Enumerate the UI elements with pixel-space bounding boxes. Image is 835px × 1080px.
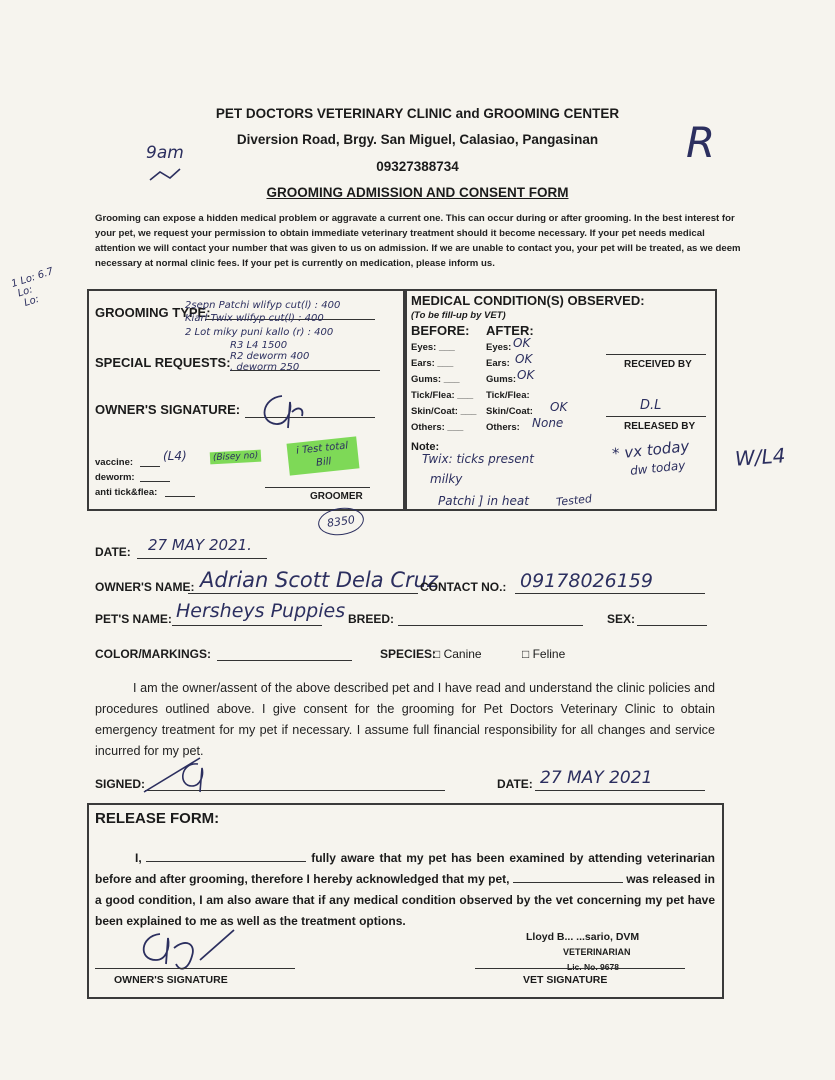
before-eyes: Eyes: ___ bbox=[411, 342, 455, 353]
before-tickflea: Tick/Flea: ___ bbox=[411, 390, 474, 401]
signed-date-value: 27 MAY 2021 bbox=[540, 768, 653, 788]
after-gums-value: OK bbox=[517, 368, 535, 382]
clinic-name: PET DOCTORS VETERINARY CLINIC and GROOMING CENTER bbox=[215, 106, 620, 121]
before-others: Others: ___ bbox=[411, 422, 464, 433]
after-skincoat-value: OK bbox=[550, 400, 568, 414]
vet-title: VETERINARIAN bbox=[563, 947, 631, 957]
vaccine-entry: (L4) bbox=[163, 449, 187, 463]
before-skincoat: Skin/Coat: ___ bbox=[411, 406, 477, 417]
vx-note: * vx today bbox=[611, 437, 691, 463]
medical-title: MEDICAL CONDITION(S) OBSERVED: bbox=[411, 293, 645, 308]
special-requests-label: SPECIAL REQUESTS: bbox=[95, 355, 231, 370]
vet-name: Lloyd B... ...sario, DVM bbox=[526, 931, 640, 943]
groom-line: R2 deworm 400 bbox=[230, 351, 310, 362]
clinic-phone: 09327388734 bbox=[376, 159, 459, 174]
groom-line: R3 L4 1500 bbox=[230, 340, 288, 351]
groomer-label: GROOMER bbox=[310, 491, 363, 502]
total-highlight: i Test total Bill bbox=[287, 436, 360, 475]
release-body-part: was released in a good condition, I am also aware that if any medical condition observed by the vet concerning my pet have been explained to me as well as the treatment options. bbox=[95, 872, 715, 928]
contact-line bbox=[515, 593, 705, 594]
medical-subtitle: (To be fill-up by VET) bbox=[411, 310, 506, 321]
form-title: GROOMING ADMISSION AND CONSENT FORM bbox=[266, 185, 569, 200]
owner-name-label: OWNER'S NAME: bbox=[95, 580, 195, 594]
owner-name-value: Adrian Scott Dela Cruz bbox=[200, 568, 438, 592]
deworm-label: deworm: bbox=[95, 472, 135, 483]
after-others: Others: bbox=[486, 422, 520, 433]
owner-release-line bbox=[95, 968, 295, 969]
circled-amount: 8350 bbox=[316, 505, 365, 538]
note-line: milky bbox=[430, 472, 463, 486]
antitick-label: anti tick&flea: bbox=[95, 487, 158, 498]
contact-label: CONTACT NO.: bbox=[420, 580, 507, 594]
received-by-line bbox=[606, 354, 706, 355]
date-value: 27 MAY 2021. bbox=[148, 536, 252, 554]
breed-label: BREED: bbox=[348, 612, 395, 626]
before-ears: Ears: ___ bbox=[411, 358, 454, 369]
vaccine-highlight: (Bisey no) bbox=[210, 450, 262, 465]
consent-notice: Grooming can expose a hidden medical problem or aggravate a current one. This can occur during or after grooming. In the best interest for your pet, we request your permission to obtain immediate veterinary treatment should it become necessary. If your pet needs medical attention we will contact your number that was given to us on admission. If we are unable to contact you, your pet will be treated, as we deem necessary at normal clinic fees. If your pet is currently on medication, please inform us. bbox=[95, 213, 741, 269]
after-tickflea: Tick/Flea: bbox=[486, 390, 530, 401]
date-line bbox=[137, 558, 267, 559]
deworm-line bbox=[140, 481, 170, 482]
signed-date-line bbox=[535, 790, 705, 791]
species-label: SPECIES: bbox=[380, 647, 437, 661]
owner-signature-release-label: OWNER'S SIGNATURE bbox=[114, 974, 228, 986]
released-by-initials: D.L bbox=[640, 398, 662, 413]
groom-line: 2sepn Patchi wlifyp cut(l) : 400 bbox=[185, 300, 341, 311]
before-label: BEFORE: bbox=[411, 323, 470, 338]
check-scribble-icon bbox=[148, 166, 184, 184]
color-markings-line bbox=[217, 660, 352, 661]
species-feline-checkbox[interactable]: □ Feline bbox=[522, 647, 566, 661]
after-others-value: None bbox=[532, 416, 564, 430]
dw-note: dw today bbox=[629, 458, 686, 478]
antitick-line bbox=[165, 496, 195, 497]
after-gums: Gums: bbox=[486, 374, 517, 385]
signed-label: SIGNED: bbox=[95, 777, 146, 791]
groom-line: , deworm 250 bbox=[230, 362, 300, 373]
breed-line bbox=[398, 625, 583, 626]
groom-line: Kiarl Twix wlifyp cut(l) : 400 bbox=[185, 313, 324, 324]
note-line: Twix: ticks present bbox=[422, 452, 534, 466]
grooming-type-label: GROOMING TYPE: bbox=[95, 305, 211, 320]
margin-note: 1 Lo: 6.7 Lo: Lo: bbox=[9, 266, 55, 311]
before-gums: Gums: ___ bbox=[411, 374, 460, 385]
signed-scribble-icon bbox=[140, 752, 230, 794]
after-eyes-value: OK bbox=[513, 336, 531, 350]
vet-signature-line bbox=[475, 968, 685, 969]
vaccine-line bbox=[140, 466, 160, 467]
color-markings-label: COLOR/MARKINGS: bbox=[95, 647, 211, 661]
released-by-line bbox=[606, 416, 706, 417]
groom-line: 2 Lot miky puni kallo (r) : 400 bbox=[185, 327, 334, 338]
received-by-label: RECEIVED BY bbox=[624, 359, 692, 370]
species-canine-checkbox[interactable]: □ Canine bbox=[433, 647, 482, 661]
owner-signature-scribble-icon bbox=[252, 392, 312, 432]
owner-name-line bbox=[188, 593, 418, 594]
contact-value: 09178026159 bbox=[520, 570, 653, 592]
sex-label: SEX: bbox=[607, 612, 636, 626]
signed-date-label: DATE: bbox=[497, 777, 533, 791]
vet-signature-label: VET SIGNATURE bbox=[523, 974, 608, 986]
note-line: Patchi ] in heat bbox=[438, 494, 529, 508]
time-handwritten: 9am bbox=[146, 143, 184, 163]
after-eyes: Eyes: bbox=[486, 342, 512, 353]
corner-mark: R bbox=[686, 118, 716, 167]
groomer-line bbox=[265, 487, 370, 488]
consent-paragraph: I am the owner/assent of the above described pet and I have read and understand the clinic policies and procedures outlined above. I give consent for the grooming for Pet Doctors Veterinary Clinic to obtain emergency treatment for my pet if necessary. I assume full financial responsibility for all changes and service incurred for my pet. bbox=[95, 681, 715, 758]
pet-name-value: Hersheys Puppies bbox=[176, 600, 346, 622]
vet-license: Lic. No. 9678 bbox=[567, 962, 619, 972]
tested-note: Tested bbox=[555, 492, 593, 509]
date-label: DATE: bbox=[95, 545, 131, 559]
release-form-title: RELEASE FORM: bbox=[95, 810, 220, 827]
clinic-address: Diversion Road, Brgy. San Miguel, Calasiao, Pangasinan bbox=[236, 132, 599, 147]
after-ears-value: OK bbox=[515, 352, 533, 366]
sex-line bbox=[637, 625, 707, 626]
after-skincoat: Skin/Coat: bbox=[486, 406, 533, 417]
owners-signature-label: OWNER'S SIGNATURE: bbox=[95, 402, 241, 417]
vaccine-label: vaccine: bbox=[95, 457, 134, 468]
pet-name-line bbox=[172, 625, 322, 626]
wl4-note: W/L4 bbox=[734, 443, 787, 471]
released-by-label: RELEASED BY bbox=[624, 421, 696, 432]
after-label: AFTER: bbox=[486, 323, 534, 338]
after-ears: Ears: bbox=[486, 358, 510, 369]
release-body-part: fully aware that my pet has been examined by attending veterinarian before and after grooming, therefore I hereby acknowledged that my pet, bbox=[95, 851, 716, 886]
note-label: Note: bbox=[411, 441, 440, 453]
pet-name-label: PET'S NAME: bbox=[95, 612, 172, 626]
release-body-part: I, bbox=[135, 851, 142, 865]
